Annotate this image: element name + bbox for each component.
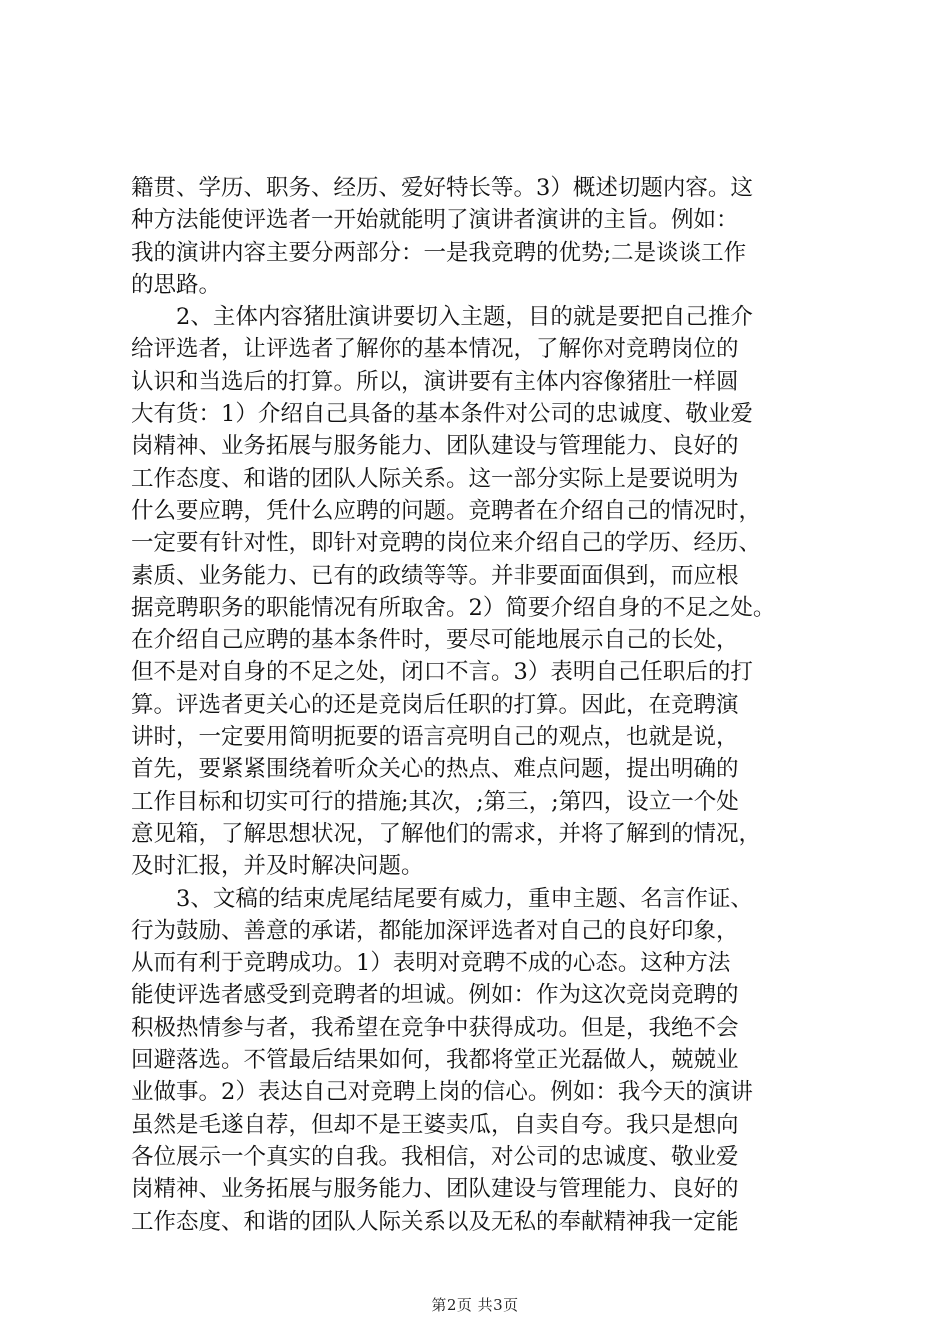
- text-line: 工作态度、和谐的团队人际关系。这一部分实际上是要说明为: [131, 465, 739, 492]
- text-line: 首先，要紧紧围绕着听众关心的热点、难点问题，提出明确的: [131, 756, 739, 783]
- text-line: 3、文稿的结束虎尾结尾要有威力，重申主题、名言作证、: [131, 885, 753, 912]
- text-line: 能使评选者感受到竞聘者的坦诚。例如：作为这次竞岗竞聘的: [131, 982, 739, 1009]
- page-footer: 第2页 共3页: [431, 1296, 519, 1314]
- text-line: 素质、业务能力、已有的政绩等等。并非要面面俱到，而应根: [131, 562, 739, 589]
- text-line: 回避落选。不管最后结果如何，我都将堂正光磊做人，兢兢业: [131, 1047, 739, 1074]
- text-line: 岗精神、业务拓展与服务能力、团队建设与管理能力、良好的: [131, 1176, 739, 1203]
- text-line: 讲时，一定要用简明扼要的语言亮明自己的观点，也就是说，: [131, 724, 739, 751]
- text-line: 虽然是毛遂自荐，但却不是王婆卖瓜，自卖自夸。我只是想向: [131, 1111, 739, 1138]
- text-line: 认识和当选后的打算。所以，演讲要有主体内容像猪肚一样圆: [131, 368, 739, 395]
- text-line: 各位展示一个真实的自我。我相信，对公司的忠诚度、敬业爱: [131, 1143, 739, 1170]
- text-line: 及时汇报，并及时解决问题。: [131, 853, 424, 880]
- text-line: 工作态度、和谐的团队人际关系以及无私的奉献精神我一定能: [131, 1208, 739, 1235]
- text-line: 据竞聘职务的职能情况有所取舍。2）简要介绍自身的不足之处。: [131, 594, 776, 621]
- text-line: 种方法能使评选者一开始就能明了演讲者演讲的主旨。例如：: [131, 207, 739, 234]
- text-line: 我的演讲内容主要分两部分：一是我竞聘的优势;二是谈谈工作: [131, 239, 747, 266]
- text-line: 算。评选者更关心的还是竞岗后任职的打算。因此，在竞聘演: [131, 691, 739, 718]
- body-text: [131, 172, 831, 1238]
- text-line: 业做事。2）表达自己对竞聘上岗的信心。例如：我今天的演讲: [131, 1079, 753, 1106]
- text-line: 的思路。: [131, 271, 222, 298]
- text-line: 2、主体内容猪肚演讲要切入主题，目的就是要把自己推介: [131, 304, 753, 331]
- text-line: 行为鼓励、善意的承诺，都能加深评选者对自己的良好印象，: [131, 917, 739, 944]
- text-line: 意见箱，了解思想状况，了解他们的需求，并将了解到的情况，: [131, 820, 762, 847]
- text-line: 大有货：1）介绍自己具备的基本条件对公司的忠诚度、敬业爱: [131, 401, 753, 428]
- text-line: 给评选者，让评选者了解你的基本情况，了解你对竞聘岗位的: [131, 336, 739, 363]
- text-line: 积极热情参与者，我希望在竞争中获得成功。但是，我绝不会: [131, 1014, 739, 1041]
- text-line: 什么要应聘，凭什么应聘的问题。竞聘者在介绍自己的情况时，: [131, 497, 762, 524]
- text-line: 籍贯、学历、职务、经历、爱好特长等。3）概述切题内容。这: [131, 175, 753, 201]
- text-line: 一定要有针对性，即针对竞聘的岗位来介绍自己的学历、经历、: [131, 530, 762, 557]
- text-line: 岗精神、业务拓展与服务能力、团队建设与管理能力、良好的: [131, 433, 739, 460]
- text-line: 在介绍自己应聘的基本条件时，要尽可能地展示自己的长处，: [131, 627, 739, 654]
- text-line: 工作目标和切实可行的措施;其次，;第三，;第四，设立一个处: [131, 788, 739, 815]
- text-line: 从而有利于竞聘成功。1）表明对竞聘不成的心态。这种方法: [131, 950, 731, 977]
- text-line: 但不是对自身的不足之处，闭口不言。3）表明自己任职后的打: [131, 659, 753, 686]
